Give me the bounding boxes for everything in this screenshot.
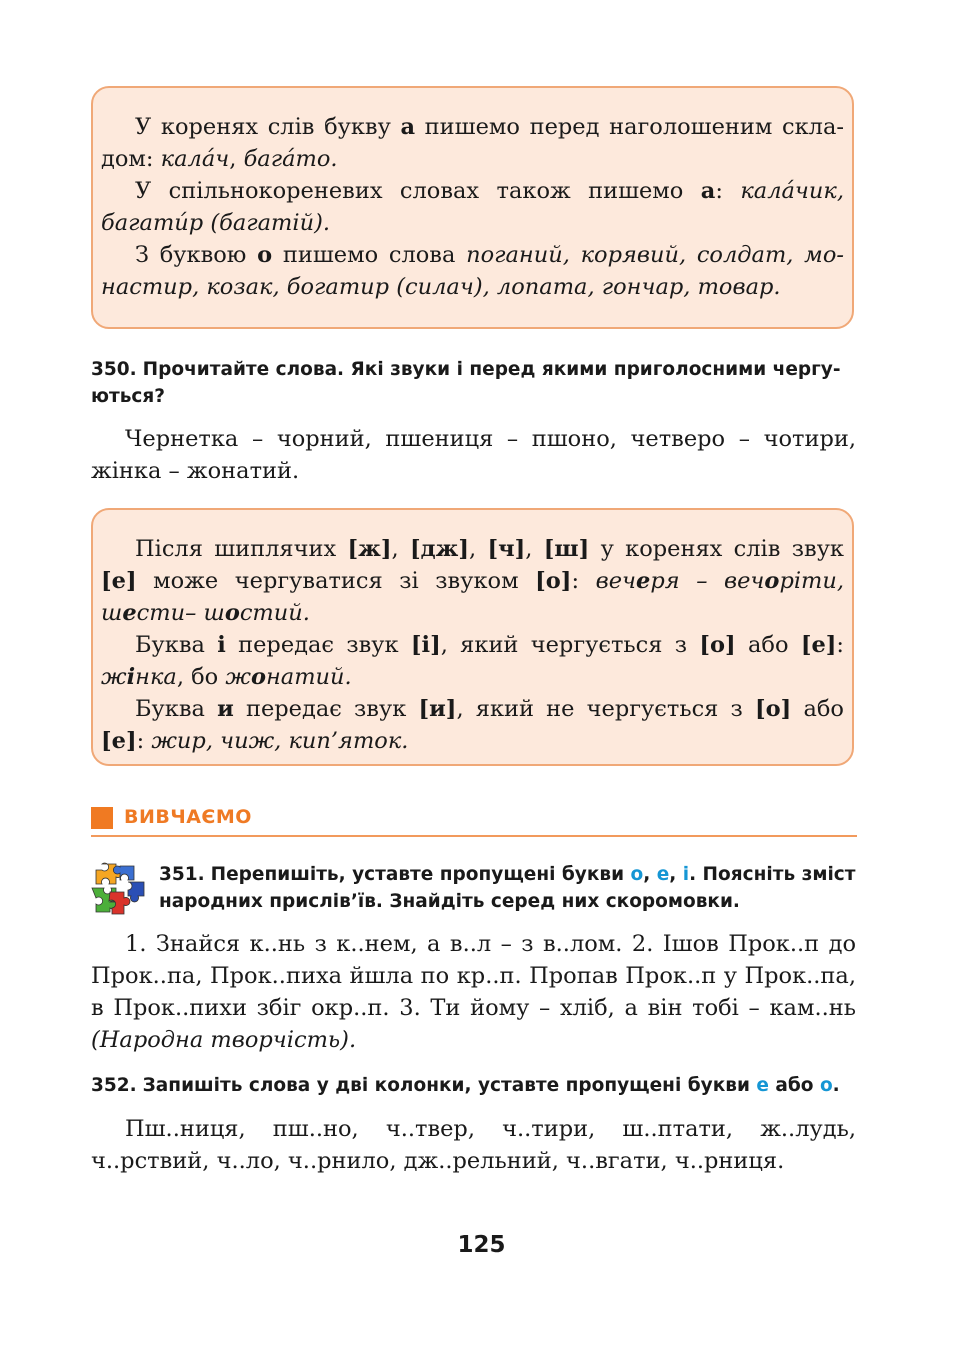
highlight-letter: і bbox=[682, 864, 690, 885]
bold-letter: а bbox=[400, 114, 416, 140]
text: , bbox=[391, 536, 411, 562]
sound: [ш] bbox=[543, 536, 590, 562]
text: передає звук bbox=[225, 632, 411, 658]
exercise-text: 1. Знайся к..нь з к..нем, а в..л – з в..лом. 2. Ішов Прок..п до Прок..па, Прок..пиха йшла по кр..п. Пропав Прок..п у Прок..па, в Прок..пихи збіг окр..п. 3. Ти йому – хліб, а він тобі – кам..нь bbox=[91, 931, 856, 1021]
text: передає звук bbox=[233, 696, 419, 722]
section-divider bbox=[91, 835, 857, 837]
rule-box-1 bbox=[91, 86, 854, 329]
example: ба bbox=[101, 210, 129, 236]
text: У коренях слів букву bbox=[135, 114, 401, 140]
example: ш bbox=[101, 600, 123, 626]
rule1-paragraph-3 bbox=[101, 239, 844, 303]
example: гати́р ( bbox=[128, 210, 220, 236]
text: З буквою bbox=[135, 242, 258, 268]
rule2-paragraph-1 bbox=[101, 533, 844, 629]
page-number: 125 bbox=[457, 1232, 506, 1258]
example: гатій). bbox=[246, 210, 331, 236]
text: у коренях слів звук bbox=[589, 536, 844, 562]
task-352-body: Пш..ниця, пш..но, ч..твер, ч..тири, ш..птати, ж..лудь, ч..рствий, ч..ло, ч..рнило, дж..рельний, ч..вгати, ч..рниця. bbox=[91, 1116, 856, 1174]
task-number: 351. bbox=[159, 864, 205, 885]
rule2-paragraph-3 bbox=[101, 693, 844, 757]
example-bold: о bbox=[250, 664, 266, 690]
highlight-letter: е bbox=[756, 1075, 769, 1096]
sound: [і] bbox=[410, 632, 441, 658]
example-bold: і bbox=[126, 664, 136, 690]
sound: [о] bbox=[535, 568, 572, 594]
bold-letter: і bbox=[217, 632, 226, 658]
sound: [ж] bbox=[347, 536, 392, 562]
sound: [е] bbox=[101, 568, 137, 594]
sound: [е] bbox=[101, 728, 137, 754]
text: , bbox=[669, 864, 683, 885]
example: ла́чик, bbox=[767, 178, 845, 204]
task-350-body: Чернетка – чорний, пшениця – пшоно, четверо – чотири, жінка – жонатий. bbox=[91, 426, 856, 484]
highlight-letter: е bbox=[656, 864, 670, 885]
example-bold: о bbox=[764, 568, 780, 594]
example: стий. bbox=[239, 600, 310, 626]
rule1-paragraph-1 bbox=[101, 111, 844, 175]
example-bold: е bbox=[122, 600, 137, 626]
rule-box-2 bbox=[91, 508, 854, 766]
task-instruction: Запишіть слова у дві колонки, уставте пропущені букви bbox=[142, 1075, 757, 1096]
example: ж bbox=[101, 664, 127, 690]
text: Буква bbox=[135, 696, 218, 722]
example-bold: о bbox=[224, 600, 240, 626]
source-citation: (Народна творчість). bbox=[91, 1027, 357, 1053]
task-351-body bbox=[91, 928, 856, 1056]
task-instruction: Прочитайте слова. Які звуки і перед якими приголосними чергу-ються? bbox=[91, 359, 841, 407]
text: або bbox=[768, 1075, 820, 1096]
highlight-letter: о bbox=[630, 864, 644, 885]
task-351-heading bbox=[159, 861, 859, 915]
rule2-paragraph-2 bbox=[101, 629, 844, 693]
text: або bbox=[735, 632, 801, 658]
bold-letter: о bbox=[257, 242, 273, 268]
text: , bbox=[643, 864, 657, 885]
text: : bbox=[136, 728, 152, 754]
text: пишемо перед наголошеним скла-дом: bbox=[101, 114, 844, 172]
text: пишемо слова bbox=[272, 242, 467, 268]
example: ла́ч bbox=[187, 146, 230, 172]
example: нка bbox=[135, 664, 177, 690]
text: , бо bbox=[176, 664, 226, 690]
task-350-heading bbox=[91, 356, 856, 410]
text: Після шиплячих bbox=[135, 536, 348, 562]
rule1-paragraph-2 bbox=[101, 175, 844, 239]
example: ка bbox=[740, 178, 768, 204]
sound: [и] bbox=[418, 696, 457, 722]
example: жир, чиж, кип’яток. bbox=[151, 728, 409, 754]
section-title: ВИВЧАЄМО bbox=[124, 806, 252, 828]
example: ба bbox=[219, 210, 247, 236]
text: : bbox=[836, 632, 845, 658]
text: може чергуватися зі звуком bbox=[136, 568, 536, 594]
text: . bbox=[832, 1075, 840, 1096]
example: ріти, bbox=[779, 568, 845, 594]
text: , який не чергується з bbox=[456, 696, 755, 722]
sound: [е] bbox=[800, 632, 837, 658]
puzzle-icon bbox=[88, 858, 152, 922]
task-number: 352. bbox=[91, 1075, 137, 1096]
text: , bbox=[525, 536, 544, 562]
example: ка bbox=[160, 146, 188, 172]
example: поганий, корявий, солдат, мо-настир, козак, богатир (силач), лопата, гончар, товар. bbox=[101, 242, 844, 300]
text: : bbox=[715, 178, 741, 204]
example: ж bbox=[225, 664, 251, 690]
sound: [о] bbox=[754, 696, 792, 722]
example-bold: е bbox=[636, 568, 651, 594]
highlight-letter: о bbox=[819, 1075, 833, 1096]
task-352-heading bbox=[91, 1072, 856, 1099]
text: Буква bbox=[135, 632, 218, 658]
example: сти– ш bbox=[136, 600, 225, 626]
task-number: 350. bbox=[91, 359, 137, 380]
example: ря – веч bbox=[650, 568, 765, 594]
bold-letter: и bbox=[217, 696, 234, 722]
text: : bbox=[571, 568, 596, 594]
text: У спільнокореневих словах також пишемо bbox=[135, 178, 701, 204]
text: , який чергується з bbox=[440, 632, 700, 658]
sound: [о] bbox=[699, 632, 736, 658]
example: веч bbox=[595, 568, 637, 594]
section-marker bbox=[91, 807, 113, 829]
example: ба bbox=[243, 146, 271, 172]
sound: [дж] bbox=[410, 536, 470, 562]
example: га́то. bbox=[270, 146, 338, 172]
text: , bbox=[469, 536, 488, 562]
task-instruction: . Поясніть зміст народних прислів’їв. Знайдіть серед них скоромовки. bbox=[159, 864, 856, 912]
text: , bbox=[229, 146, 244, 172]
task-instruction: Перепишіть, уставте пропущені букви bbox=[210, 864, 631, 885]
bold-letter: а bbox=[700, 178, 716, 204]
text: або bbox=[791, 696, 844, 722]
example: натий. bbox=[265, 664, 352, 690]
sound: [ч] bbox=[487, 536, 526, 562]
